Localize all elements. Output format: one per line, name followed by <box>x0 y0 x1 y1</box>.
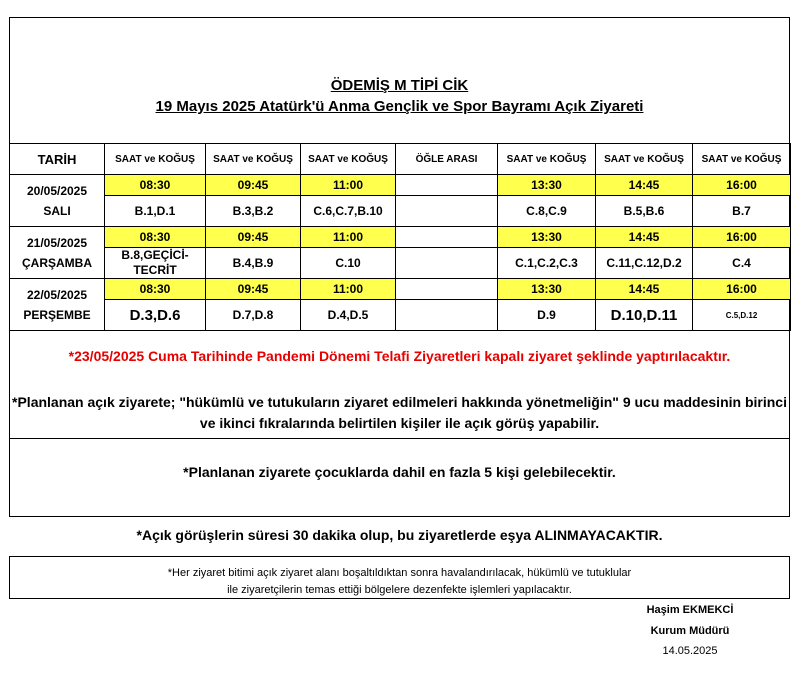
time-cell: 08:30 <box>105 175 206 196</box>
ward-cell: D.3,D.6 <box>105 300 206 331</box>
time-cell: 08:30 <box>105 279 206 300</box>
time-cell: 11:00 <box>301 175 396 196</box>
visit-date: 21/05/2025 <box>26 235 88 250</box>
time-cell: 14:45 <box>596 227 693 248</box>
time-row <box>10 279 791 300</box>
lunch-break-cell <box>396 300 498 331</box>
ward-cell: D.9 <box>498 300 596 331</box>
ward-row <box>10 196 791 227</box>
signature-date: 14.05.2025 <box>662 645 718 657</box>
regulation-notice: *Planlanan açık ziyarete; "hükümlü ve tutukuların ziyaret edilmeleri hakkında yönetmeliğin" 9 ucu maddesinin birinci ve ikinci fıkralarında belirtilen kişiler ile açık görüş yapabilir. <box>12 394 787 431</box>
table-header-row <box>10 144 791 175</box>
column-header: SAAT ve KOĞUŞ <box>498 144 596 175</box>
lunch-break-cell <box>396 227 498 248</box>
ward-cell: B.3,B.2 <box>206 196 301 227</box>
ward-cell: D.4,D.5 <box>301 300 396 331</box>
date-cell <box>10 279 105 331</box>
time-cell: 11:00 <box>301 227 396 248</box>
date-cell <box>10 227 105 279</box>
column-header: SAAT ve KOĞUŞ <box>596 144 693 175</box>
date-cell <box>10 175 105 227</box>
ward-row <box>10 248 791 279</box>
column-header-date: TARİH <box>10 144 105 175</box>
ward-cell: C.5,D.12 <box>693 300 791 331</box>
document-title: ÖDEMİŞ M TİPİ CİK <box>330 77 469 94</box>
lunch-break-cell <box>396 175 498 196</box>
time-cell: 09:45 <box>206 227 301 248</box>
time-row <box>10 175 791 196</box>
ward-cell: C.1,C.2,C.3 <box>498 248 596 279</box>
disinfection-line: *Her ziyaret bitimi açık ziyaret alanı boşaltıldıktan sonra havalandırılacak, hükümlü ve tutuklular <box>167 567 632 579</box>
time-cell: 11:00 <box>301 279 396 300</box>
duration-notice: *Açık görüşlerin süresi 30 dakika olup, bu ziyaretlerde eşya ALINMAYACAKTIR. <box>136 527 663 543</box>
visit-date: 22/05/2025 <box>26 287 88 302</box>
disinfection-line: ile ziyaretçilerin temas ettiği bölgelere dezenfekte işlemleri yapılacaktır. <box>227 584 572 596</box>
ward-cell: C.10 <box>301 248 396 279</box>
time-cell: 09:45 <box>206 175 301 196</box>
ward-cell: D.7,D.8 <box>206 300 301 331</box>
time-cell: 13:30 <box>498 175 596 196</box>
visit-day: ÇARŞAMBA <box>22 255 92 270</box>
time-cell: 13:30 <box>498 227 596 248</box>
ward-cell: C.6,C.7,B.10 <box>301 196 396 227</box>
ward-cell: D.10,D.11 <box>596 300 693 331</box>
lunch-break-cell <box>396 196 498 227</box>
signatory-name: Haşim EKMEKCİ <box>646 604 734 616</box>
ward-cell: C.11,C.12,D.2 <box>596 248 693 279</box>
time-cell: 16:00 <box>693 175 791 196</box>
time-cell: 14:45 <box>596 175 693 196</box>
ward-cell: B.1,D.1 <box>105 196 206 227</box>
document-subtitle: 19 Mayıs 2025 Atatürk'ü Anma Gençlik ve Spor Bayramı Açık Ziyareti <box>155 98 644 115</box>
column-header: SAAT ve KOĞUŞ <box>105 144 206 175</box>
ward-cell: C.4 <box>693 248 791 279</box>
lunch-break-cell <box>396 279 498 300</box>
time-row <box>10 227 791 248</box>
section-divider <box>9 438 790 439</box>
time-cell: 09:45 <box>206 279 301 300</box>
visit-day: PERŞEMBE <box>23 307 91 322</box>
ward-cell: B.5,B.6 <box>596 196 693 227</box>
lunch-break-cell <box>396 248 498 279</box>
visit-date: 20/05/2025 <box>26 183 88 198</box>
time-cell: 16:00 <box>693 227 791 248</box>
time-cell: 14:45 <box>596 279 693 300</box>
visit-day: SALI <box>43 203 71 218</box>
time-cell: 13:30 <box>498 279 596 300</box>
ward-cell: B.4,B.9 <box>206 248 301 279</box>
signatory-position: Kurum Müdürü <box>650 625 730 637</box>
pandemic-notice: *23/05/2025 Cuma Tarihinde Pandemi Dönemi Telafi Ziyaretleri kapalı ziyaret şeklinde yaptırılacaktır. <box>68 348 731 364</box>
visitor-limit-notice: *Planlanan ziyarete çocuklarda dahil en fazla 5 kişi gelebilecektir. <box>183 464 616 480</box>
time-cell: 16:00 <box>693 279 791 300</box>
column-header: SAAT ve KOĞUŞ <box>206 144 301 175</box>
column-header: SAAT ve KOĞUŞ <box>693 144 791 175</box>
ward-row <box>10 300 791 331</box>
time-cell: 08:30 <box>105 227 206 248</box>
column-header: SAAT ve KOĞUŞ <box>301 144 396 175</box>
ward-cell: B.7 <box>693 196 791 227</box>
column-header-lunch-break: ÖĞLE ARASI <box>396 144 498 175</box>
ward-cell: B.8,GEÇİCİ-TECRİT <box>105 248 206 279</box>
disinfection-notice <box>9 565 790 599</box>
visit-schedule-table <box>9 143 791 331</box>
ward-cell: C.8,C.9 <box>498 196 596 227</box>
